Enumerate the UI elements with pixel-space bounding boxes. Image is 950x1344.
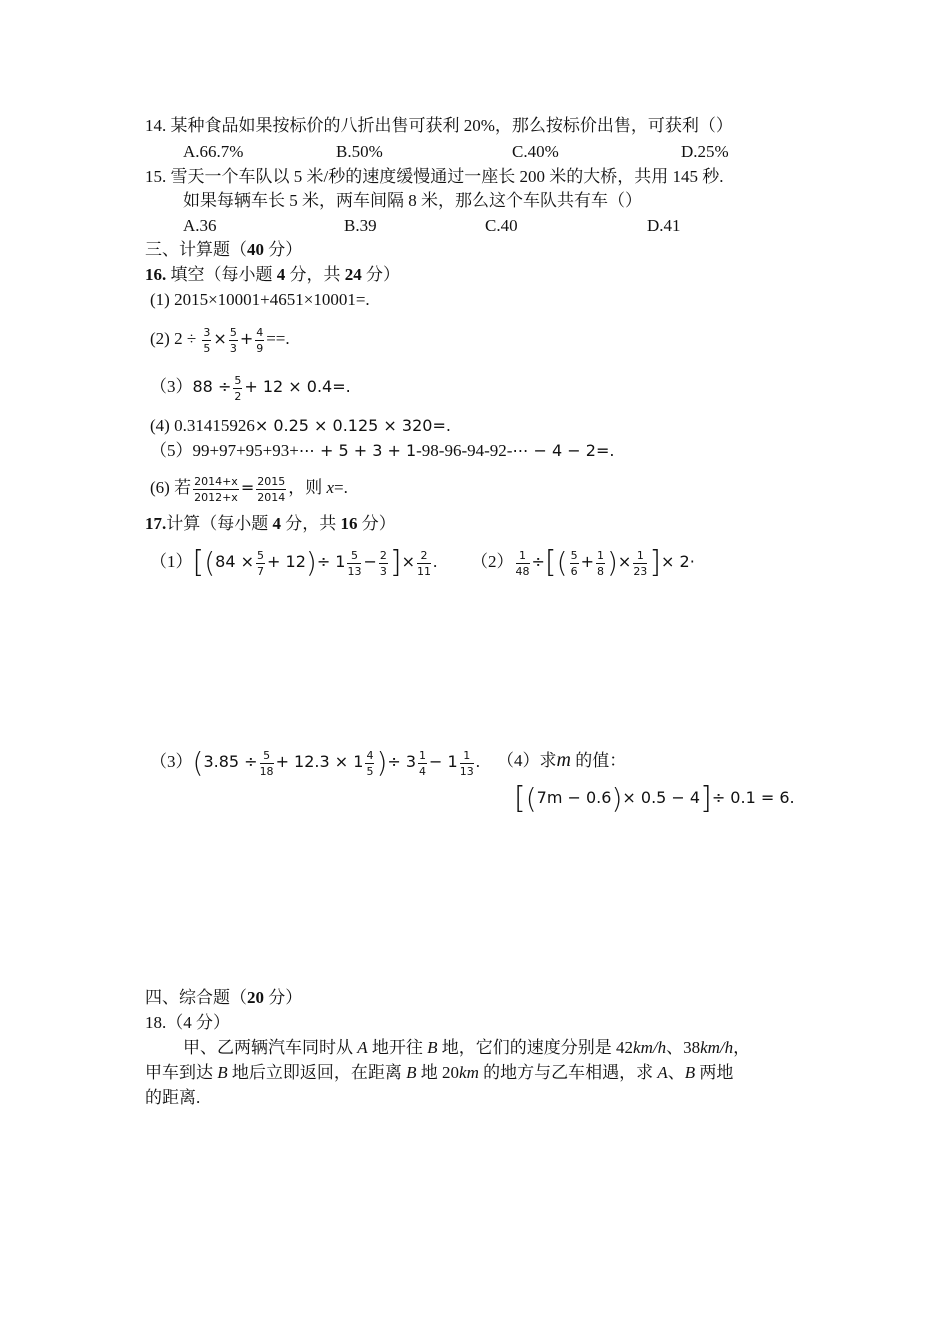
q16-part2: (2) 2 ÷ $\frac{3}{5}$ × $\frac{5}{3}$ + $\frac{4}{9}$ ==.	[150, 325, 290, 355]
q15-option-d: D.41	[647, 216, 681, 235]
q18-text-line2: 甲车到达 B 地后立即返回，在距离 B 地 20km 的地方与乙车相遇，求 A、B 两地	[145, 1063, 734, 1082]
q17-part3: （3）(3.85 ÷ $\frac{5}{18}$ + 12.3 × 1 $\frac{4}{5}$ )÷ 3 $\frac{1}{4}$ − 1 $\frac{1}{13}$ .	[150, 746, 480, 780]
q17-part4-equation: [(7m − 0.6)× 0.5 − 4]÷ 0.1 = 6.	[514, 781, 795, 817]
q16-part5: （5）99+97+95+93+⋯ + 5 + 3 + 1-98-96-94-92-⋯ − 4 − 2=.	[150, 441, 615, 460]
q14-option-b: B.50%	[336, 142, 383, 161]
q17-part2: （2） $\frac{1}{48}$ ÷[( $\frac{5}{6}$ + $\frac{1}{8}$ )× $\frac{1}{23}$ ]× 2·	[471, 545, 695, 581]
q15-stem-line1: 15. 雪天一个车队以 5 米/秒的速度缓慢通过一座长 200 米的大桥，共用 145 秒.	[145, 167, 724, 186]
section-4-heading: 四、综合题（20 分）	[145, 988, 303, 1007]
q15-stem-line2: 如果每辆车长 5 米，两车间隔 8 米，那么这个车队共有车（）	[183, 191, 642, 210]
q16-part3: （3）88 ÷ $\frac{5}{2}$ + 12 × 0.4=.	[150, 373, 351, 403]
q17-heading: 17.计算（每小题 4 分，共 16 分）	[145, 514, 396, 533]
q18-text-line1: 甲、乙两辆汽车同时从 A 地开往 B 地，它们的速度分别是 42km/h、38km/h，	[183, 1038, 751, 1057]
q16-part1: (1) 2015×10001+4651×10001=.	[150, 290, 370, 309]
q15-option-a: A.36	[183, 216, 217, 235]
q17-part1: （1）[(84 × $\frac{5}{7}$ + 12)÷ 1 $\frac{5}{13}$ − $\frac{2}{3}$ ]× $\frac{2}{11}$ .	[150, 545, 438, 581]
q16-part4: (4) 0.31415926× 0.25 × 0.125 × 320=.	[150, 416, 451, 435]
q14-option-d: D.25%	[681, 142, 729, 161]
q15-option-b: B.39	[344, 216, 377, 235]
q18-text-line3: 的距离.	[145, 1088, 201, 1107]
q16-heading: 16. 填空（每小题 4 分，共 24 分）	[145, 265, 400, 284]
q14-option-a: A.66.7%	[183, 142, 244, 161]
q15-option-c: C.40	[485, 216, 518, 235]
section-3-heading: 三、计算题（40 分）	[145, 240, 303, 259]
q14-option-c: C.40%	[512, 142, 559, 161]
q16-part6: (6) 若 $\frac{2014+x}{2012+x}$ = $\frac{2015}{2014}$ ，则 x=.	[150, 474, 348, 504]
q14-stem: 14. 某种食品如果按标价的八折出售可获利 20%，那么按标价出售，可获利（）	[145, 116, 733, 135]
q18-heading: 18.（4 分）	[145, 1013, 230, 1032]
q17-part4-prompt: （4）求m 的值：	[497, 749, 627, 771]
